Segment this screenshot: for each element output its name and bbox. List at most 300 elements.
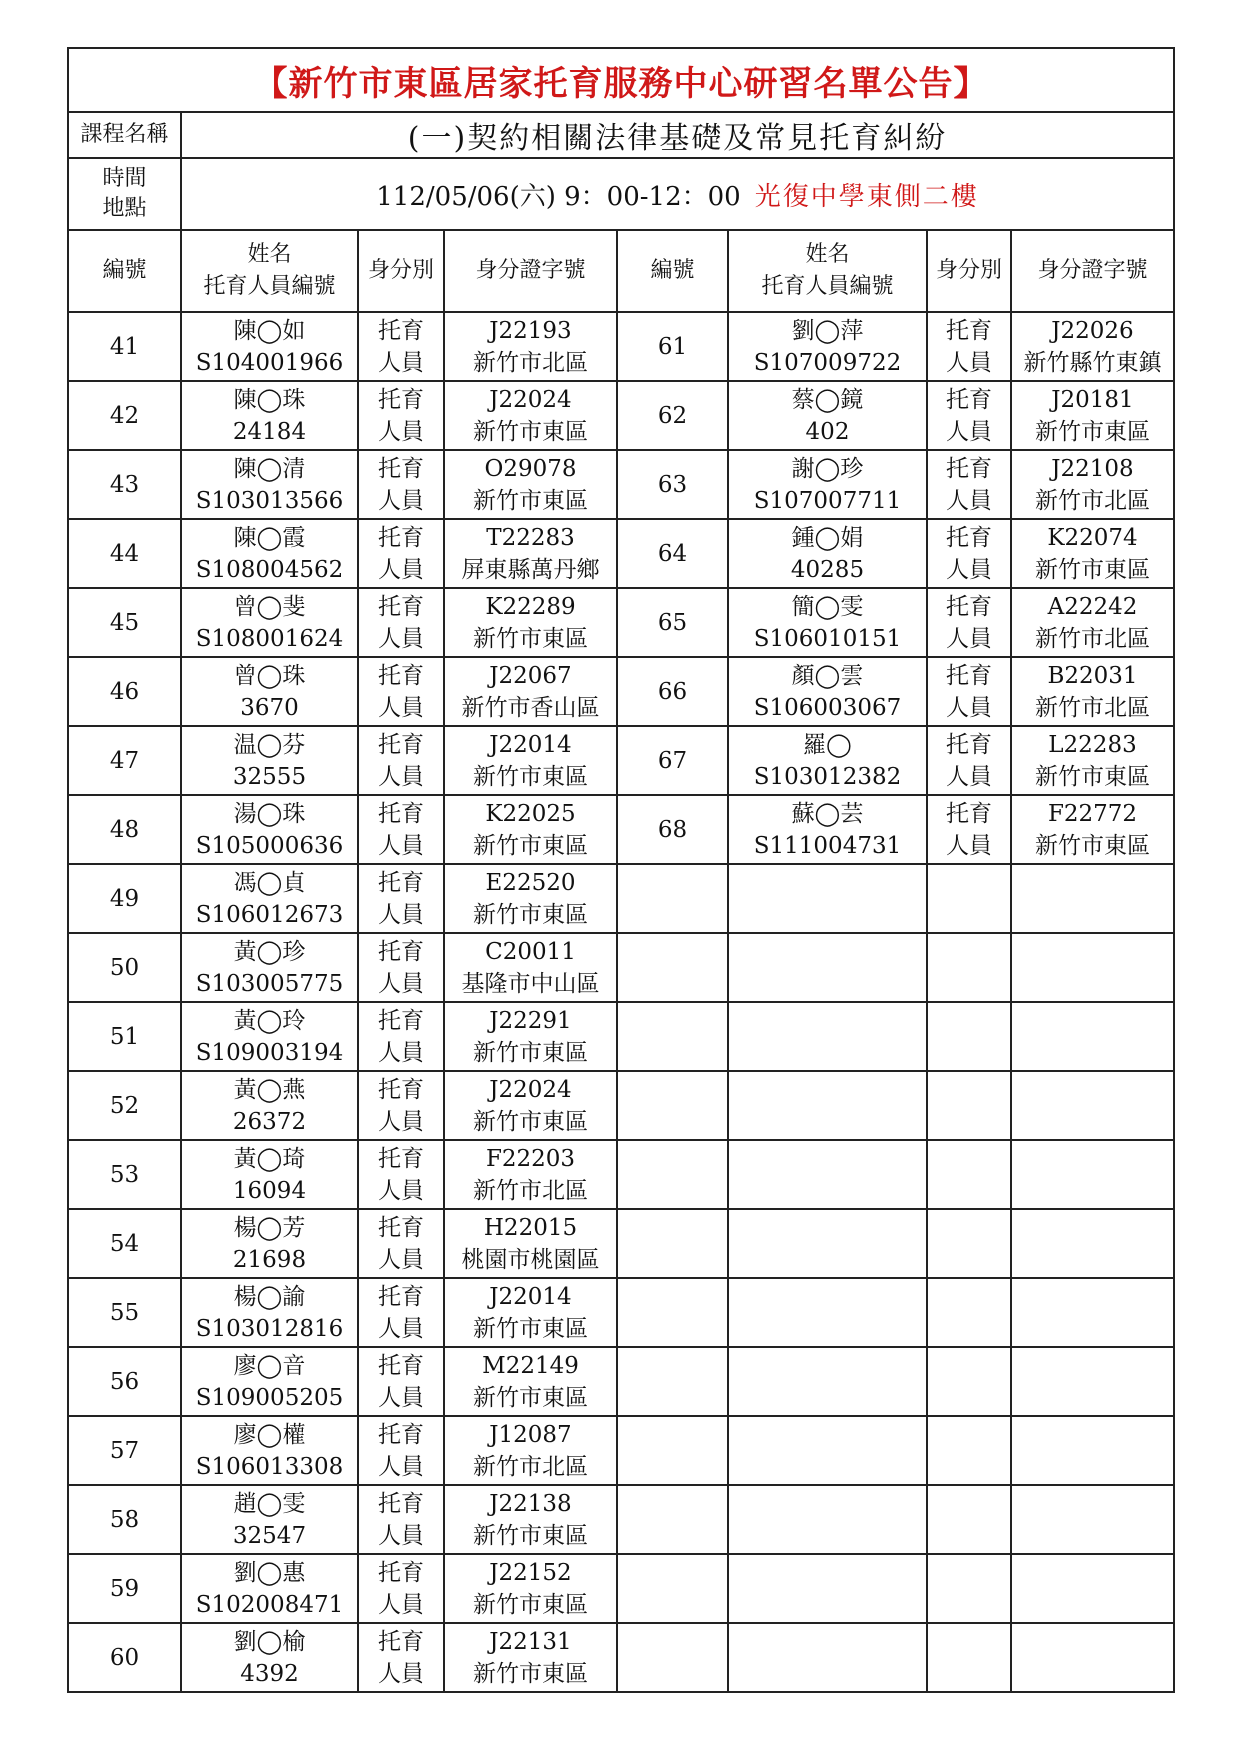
entry-caregiver-code: S108004562 <box>195 556 344 583</box>
entry-id: J22291 <box>489 1007 572 1034</box>
entry-role-line1: 托育 <box>378 662 424 689</box>
entry-role-line2: 人員 <box>378 1384 424 1411</box>
entry-district: 新竹市北區 <box>1035 694 1150 721</box>
entry-caregiver-code: 32555 <box>232 763 307 790</box>
entry-name: 謝◯珍 <box>791 455 864 482</box>
entry-caregiver-code: 16094 <box>232 1177 307 1204</box>
entry-id-cell <box>444 795 617 864</box>
entry-role-line2: 人員 <box>378 901 424 928</box>
entry-caregiver-code: S102008471 <box>195 1591 344 1618</box>
entry-role-cell <box>927 450 1011 519</box>
entry-id-cell <box>444 1140 617 1209</box>
entry-name-cell <box>728 1416 927 1485</box>
entry-role-cell <box>927 1347 1011 1416</box>
header-name-right <box>728 230 927 312</box>
entry-role-cell <box>358 381 444 450</box>
entry-role-cell <box>358 1416 444 1485</box>
entry-role-line2: 人員 <box>378 1522 424 1549</box>
entry-id: K22289 <box>485 593 576 620</box>
entry-name: 楊◯諭 <box>233 1283 306 1310</box>
entry-role-cell <box>927 933 1011 1002</box>
entry-number: 67 <box>617 726 728 795</box>
entry-role-line1: 托育 <box>378 1628 424 1655</box>
entry-name-cell <box>181 519 358 588</box>
entry-id: J22108 <box>1051 455 1134 482</box>
entry-role-line2: 人員 <box>946 763 992 790</box>
entry-role-line1: 托育 <box>946 317 992 344</box>
entry-caregiver-code: S106010151 <box>753 625 902 652</box>
entry-id-cell <box>1011 312 1174 381</box>
time-place-label <box>68 158 181 230</box>
table-row <box>68 1554 1174 1623</box>
table-row <box>68 312 1174 381</box>
entry-id: C20011 <box>485 938 576 965</box>
table-row <box>68 726 1174 795</box>
entry-id-cell <box>444 726 617 795</box>
entry-number: 65 <box>617 588 728 657</box>
entry-id-cell <box>444 864 617 933</box>
entry-role-cell <box>927 1140 1011 1209</box>
entry-role-cell <box>358 450 444 519</box>
entry-name-cell <box>181 657 358 726</box>
entry-id-cell <box>444 1554 617 1623</box>
entry-role-cell <box>927 657 1011 726</box>
entry-number: 52 <box>68 1071 181 1140</box>
entry-caregiver-code: 40285 <box>790 556 865 583</box>
entry-id-cell <box>1011 864 1174 933</box>
entry-id-cell <box>444 657 617 726</box>
entry-id: H22015 <box>483 1214 578 1241</box>
entry-name-cell <box>181 450 358 519</box>
place-label: 地點 <box>102 196 147 221</box>
entry-district: 新竹市東區 <box>1035 763 1150 790</box>
entry-role-cell <box>927 1554 1011 1623</box>
entry-id: E22520 <box>485 869 576 896</box>
entry-district: 屏東縣萬丹鄉 <box>461 556 600 583</box>
entry-id-cell <box>1011 1209 1174 1278</box>
entry-role-cell <box>927 864 1011 933</box>
column-header-row <box>68 230 1174 312</box>
entry-number <box>617 1002 728 1071</box>
entry-district: 新竹市北區 <box>1035 625 1150 652</box>
entry-number <box>617 864 728 933</box>
entry-name: 黃◯琦 <box>233 1145 306 1172</box>
entry-id: M22149 <box>482 1352 579 1379</box>
entry-number <box>617 933 728 1002</box>
entry-caregiver-code: S108001624 <box>195 625 344 652</box>
entry-district: 新竹市東區 <box>473 1108 588 1135</box>
entry-name-cell <box>728 1209 927 1278</box>
entry-caregiver-code: 32547 <box>232 1522 307 1549</box>
entry-id-cell <box>444 933 617 1002</box>
entry-role-line2: 人員 <box>946 625 992 652</box>
entry-name-cell <box>181 312 358 381</box>
entry-role-line2: 人員 <box>378 625 424 652</box>
entry-id: T22283 <box>486 524 575 551</box>
time-place-value <box>181 158 1174 230</box>
entry-caregiver-code: 3670 <box>240 694 299 721</box>
entry-id: J22026 <box>1051 317 1134 344</box>
table-row <box>68 1623 1174 1692</box>
entry-role-cell <box>358 1554 444 1623</box>
entry-number: 50 <box>68 933 181 1002</box>
entry-role-line1: 托育 <box>378 455 424 482</box>
entry-name-cell <box>728 933 927 1002</box>
entry-role-line1: 托育 <box>378 938 424 965</box>
entry-number: 66 <box>617 657 728 726</box>
entry-role-line2: 人員 <box>946 349 992 376</box>
entry-role-line1: 托育 <box>946 524 992 551</box>
entry-role-line2: 人員 <box>378 1453 424 1480</box>
entry-number: 48 <box>68 795 181 864</box>
entry-role-line2: 人員 <box>946 694 992 721</box>
entry-role-line2: 人員 <box>378 418 424 445</box>
entry-id-cell <box>1011 1623 1174 1692</box>
course-name: (一)契約相關法律基礎及常見托育糾紛 <box>181 112 1174 158</box>
entry-id-cell <box>1011 1002 1174 1071</box>
entry-role-cell <box>358 657 444 726</box>
entry-number: 54 <box>68 1209 181 1278</box>
header-id-right: 身分證字號 <box>1011 230 1174 312</box>
entry-name-cell <box>181 726 358 795</box>
entry-role-line1: 托育 <box>378 386 424 413</box>
entry-name: 顏◯雲 <box>791 662 864 689</box>
entry-name: 劉◯惠 <box>233 1559 306 1586</box>
session-place: 光復中學東側二樓 <box>754 181 979 212</box>
entry-id-cell <box>1011 1554 1174 1623</box>
entry-name-cell <box>181 795 358 864</box>
entry-role-cell <box>927 381 1011 450</box>
entry-role-cell <box>927 519 1011 588</box>
entry-role-cell <box>358 1278 444 1347</box>
entry-name-cell <box>181 381 358 450</box>
entry-role-cell <box>927 726 1011 795</box>
entry-role-line1: 托育 <box>378 1559 424 1586</box>
entry-name-cell <box>181 1623 358 1692</box>
entry-caregiver-code: S103012816 <box>195 1315 344 1342</box>
entry-role-cell <box>358 726 444 795</box>
entry-name-cell <box>181 1347 358 1416</box>
entry-id-cell <box>1011 933 1174 1002</box>
entry-role-line2: 人員 <box>946 556 992 583</box>
table-row <box>68 1071 1174 1140</box>
entry-role-line1: 托育 <box>946 731 992 758</box>
entry-id: B22031 <box>1047 662 1138 689</box>
entry-id: O29078 <box>484 455 577 482</box>
entry-id: F22772 <box>1047 800 1138 827</box>
entry-number <box>617 1278 728 1347</box>
entry-role-line1: 托育 <box>378 731 424 758</box>
entry-number: 47 <box>68 726 181 795</box>
entry-role-line2: 人員 <box>378 832 424 859</box>
entry-district: 新竹市東區 <box>473 1384 588 1411</box>
entry-id: J22138 <box>489 1490 572 1517</box>
entry-role-line1: 托育 <box>378 1214 424 1241</box>
entry-name-cell <box>181 1416 358 1485</box>
entry-name-cell <box>728 1485 927 1554</box>
entry-name-cell <box>728 795 927 864</box>
entry-role-line1: 托育 <box>378 869 424 896</box>
entry-role-cell <box>927 1278 1011 1347</box>
entry-number: 51 <box>68 1002 181 1071</box>
table-row <box>68 450 1174 519</box>
table-row <box>68 1347 1174 1416</box>
entry-caregiver-code: S104001966 <box>195 349 344 376</box>
entry-district: 新竹市東區 <box>1035 556 1150 583</box>
entry-name: 劉◯榆 <box>233 1628 306 1655</box>
entry-role-line1: 托育 <box>378 1145 424 1172</box>
entry-district: 新竹市東區 <box>473 625 588 652</box>
entry-name-cell <box>181 1554 358 1623</box>
entry-role-cell <box>358 1485 444 1554</box>
entry-id: K22074 <box>1047 524 1138 551</box>
entry-district: 新竹縣竹東鎮 <box>1023 349 1162 376</box>
entry-caregiver-code: 4392 <box>240 1660 299 1687</box>
entry-id: J22193 <box>489 317 572 344</box>
entry-id: F22203 <box>485 1145 576 1172</box>
entry-id-cell <box>444 1071 617 1140</box>
entry-name-cell <box>728 1278 927 1347</box>
entry-id-cell <box>1011 795 1174 864</box>
entry-district: 新竹市東區 <box>1035 418 1150 445</box>
entry-caregiver-code: S111004731 <box>753 832 902 859</box>
entry-name-cell <box>728 312 927 381</box>
entry-name: 簡◯雯 <box>791 593 864 620</box>
entry-district: 新竹市東區 <box>473 487 588 514</box>
entry-name-cell <box>181 1278 358 1347</box>
table-row <box>68 1002 1174 1071</box>
entry-id-cell <box>1011 1416 1174 1485</box>
entry-role-cell <box>358 519 444 588</box>
entry-role-line1: 托育 <box>378 1421 424 1448</box>
header-name-line1: 姓名 <box>247 242 292 267</box>
entry-district: 新竹市北區 <box>473 349 588 376</box>
entry-role-cell <box>927 1071 1011 1140</box>
entry-name: 楊◯芳 <box>233 1214 306 1241</box>
table-row <box>68 519 1174 588</box>
entry-number: 41 <box>68 312 181 381</box>
entry-id: J22131 <box>489 1628 572 1655</box>
entry-role-line2: 人員 <box>378 487 424 514</box>
entry-name: 曾◯珠 <box>233 662 306 689</box>
entry-number: 49 <box>68 864 181 933</box>
header-name-line1: 姓名 <box>805 242 850 267</box>
entry-district: 新竹市北區 <box>473 1177 588 1204</box>
entry-name-cell <box>728 657 927 726</box>
entry-caregiver-code: S105000636 <box>195 832 344 859</box>
entry-role-cell <box>927 1416 1011 1485</box>
entry-caregiver-code: S109005205 <box>195 1384 344 1411</box>
entry-role-line2: 人員 <box>378 1660 424 1687</box>
entry-name: 温◯芬 <box>233 731 306 758</box>
entry-number: 58 <box>68 1485 181 1554</box>
entry-id-cell <box>444 1278 617 1347</box>
entry-number: 64 <box>617 519 728 588</box>
entry-role-line1: 托育 <box>946 455 992 482</box>
time-label: 時間 <box>102 166 147 191</box>
table-row <box>68 1485 1174 1554</box>
entry-number: 53 <box>68 1140 181 1209</box>
entry-role-line2: 人員 <box>378 1591 424 1618</box>
entry-role-cell <box>358 1209 444 1278</box>
entry-role-line2: 人員 <box>378 1315 424 1342</box>
entry-name: 趙◯雯 <box>233 1490 306 1517</box>
entry-name: 黃◯玲 <box>233 1007 306 1034</box>
entry-name-cell <box>728 519 927 588</box>
entry-id-cell <box>1011 726 1174 795</box>
entry-district: 基隆市中山區 <box>461 970 600 997</box>
entry-caregiver-code: S106003067 <box>753 694 902 721</box>
entry-role-line1: 托育 <box>378 1283 424 1310</box>
entry-name: 蘇◯芸 <box>791 800 864 827</box>
entry-number: 61 <box>617 312 728 381</box>
entry-caregiver-code: S107007711 <box>753 487 902 514</box>
course-label: 課程名稱 <box>68 112 181 158</box>
entry-number: 68 <box>617 795 728 864</box>
entry-name-cell <box>728 381 927 450</box>
entry-name-cell <box>728 1554 927 1623</box>
entry-role-line1: 托育 <box>378 593 424 620</box>
entry-role-cell <box>358 1071 444 1140</box>
entry-role-line2: 人員 <box>378 694 424 721</box>
entry-caregiver-code: 402 <box>805 418 850 445</box>
entry-name-cell <box>728 1347 927 1416</box>
entry-caregiver-code: 26372 <box>232 1108 307 1135</box>
entry-number <box>617 1485 728 1554</box>
entry-number: 63 <box>617 450 728 519</box>
header-name-left <box>181 230 358 312</box>
entry-role-line2: 人員 <box>378 556 424 583</box>
entry-district: 新竹市東區 <box>473 832 588 859</box>
entry-id-cell <box>444 1209 617 1278</box>
entry-number: 60 <box>68 1623 181 1692</box>
entry-number: 55 <box>68 1278 181 1347</box>
entry-name: 陳◯如 <box>233 317 306 344</box>
table-row <box>68 1140 1174 1209</box>
entry-role-line2: 人員 <box>378 763 424 790</box>
entry-role-cell <box>927 1623 1011 1692</box>
entry-role-cell <box>927 1209 1011 1278</box>
header-role-right: 身分別 <box>927 230 1011 312</box>
entry-id-cell <box>1011 1071 1174 1140</box>
entry-number: 62 <box>617 381 728 450</box>
table-row <box>68 381 1174 450</box>
entry-name-cell <box>728 588 927 657</box>
entry-district: 新竹市東區 <box>473 418 588 445</box>
entry-district: 新竹市北區 <box>473 1453 588 1480</box>
entry-id-cell <box>1011 1485 1174 1554</box>
entry-caregiver-code: S109003194 <box>195 1039 344 1066</box>
entry-number <box>617 1347 728 1416</box>
entry-id: J20181 <box>1051 386 1134 413</box>
entry-id: J22024 <box>489 386 572 413</box>
entry-caregiver-code: 21698 <box>232 1246 307 1273</box>
entry-name: 蔡◯鏡 <box>791 386 864 413</box>
entry-name-cell <box>728 1623 927 1692</box>
entry-district: 新竹市香山區 <box>461 694 600 721</box>
entry-name-cell <box>728 726 927 795</box>
entry-role-cell <box>927 588 1011 657</box>
entry-role-line1: 托育 <box>946 593 992 620</box>
entry-caregiver-code: S106013308 <box>195 1453 344 1480</box>
entry-role-line1: 托育 <box>378 317 424 344</box>
entry-name-cell <box>728 1071 927 1140</box>
entry-name: 黃◯珍 <box>233 938 306 965</box>
entry-district: 桃園市桃園區 <box>461 1246 600 1273</box>
table-row <box>68 1416 1174 1485</box>
entry-role-line1: 托育 <box>378 1007 424 1034</box>
entry-id-cell <box>444 1485 617 1554</box>
entry-number <box>617 1071 728 1140</box>
entry-id-cell <box>1011 381 1174 450</box>
entry-name: 廖◯權 <box>233 1421 306 1448</box>
entry-role-cell <box>927 795 1011 864</box>
entry-id-cell <box>1011 1140 1174 1209</box>
entry-name: 陳◯霞 <box>233 524 306 551</box>
entry-role-cell <box>358 864 444 933</box>
entry-role-line1: 托育 <box>946 386 992 413</box>
entry-role-cell <box>927 1485 1011 1554</box>
roster-table <box>67 47 1175 1693</box>
entry-id-cell <box>444 1347 617 1416</box>
entry-id-cell <box>444 1416 617 1485</box>
entry-district: 新竹市東區 <box>473 1315 588 1342</box>
entry-number: 45 <box>68 588 181 657</box>
entry-role-line1: 托育 <box>378 1076 424 1103</box>
header-name-line2: 托育人員編號 <box>203 274 336 299</box>
entry-district: 新竹市東區 <box>473 901 588 928</box>
entry-number <box>617 1209 728 1278</box>
entry-number: 59 <box>68 1554 181 1623</box>
entry-name-cell <box>181 864 358 933</box>
entry-id-cell <box>444 1623 617 1692</box>
entry-role-line2: 人員 <box>946 418 992 445</box>
table-row <box>68 795 1174 864</box>
entry-number <box>617 1623 728 1692</box>
entry-id: L22283 <box>1048 731 1137 758</box>
entry-role-line1: 托育 <box>378 800 424 827</box>
entry-id: K22025 <box>485 800 576 827</box>
entry-id-cell <box>1011 657 1174 726</box>
entry-role-cell <box>927 312 1011 381</box>
entry-name-cell <box>181 1485 358 1554</box>
entry-role-cell <box>358 1347 444 1416</box>
entry-role-line1: 托育 <box>946 800 992 827</box>
entry-role-cell <box>358 312 444 381</box>
entry-role-line2: 人員 <box>378 1177 424 1204</box>
header-role-left: 身分別 <box>358 230 444 312</box>
entry-name-cell <box>181 588 358 657</box>
entry-role-cell <box>358 1140 444 1209</box>
entry-id-cell <box>1011 450 1174 519</box>
entry-role-line2: 人員 <box>946 487 992 514</box>
entry-id-cell <box>1011 1278 1174 1347</box>
entry-caregiver-code: S107009722 <box>753 349 902 376</box>
entry-id-cell <box>1011 588 1174 657</box>
entry-name-cell <box>181 1140 358 1209</box>
entry-id-cell <box>444 312 617 381</box>
entry-name-cell <box>181 933 358 1002</box>
entry-name: 曾◯斐 <box>233 593 306 620</box>
entry-district: 新竹市東區 <box>473 1522 588 1549</box>
entry-id-cell <box>444 519 617 588</box>
entry-number <box>617 1554 728 1623</box>
table-row <box>68 588 1174 657</box>
entry-name: 劉◯萍 <box>791 317 864 344</box>
entry-role-line1: 托育 <box>378 1490 424 1517</box>
entry-role-cell <box>358 795 444 864</box>
entry-caregiver-code: 24184 <box>232 418 307 445</box>
